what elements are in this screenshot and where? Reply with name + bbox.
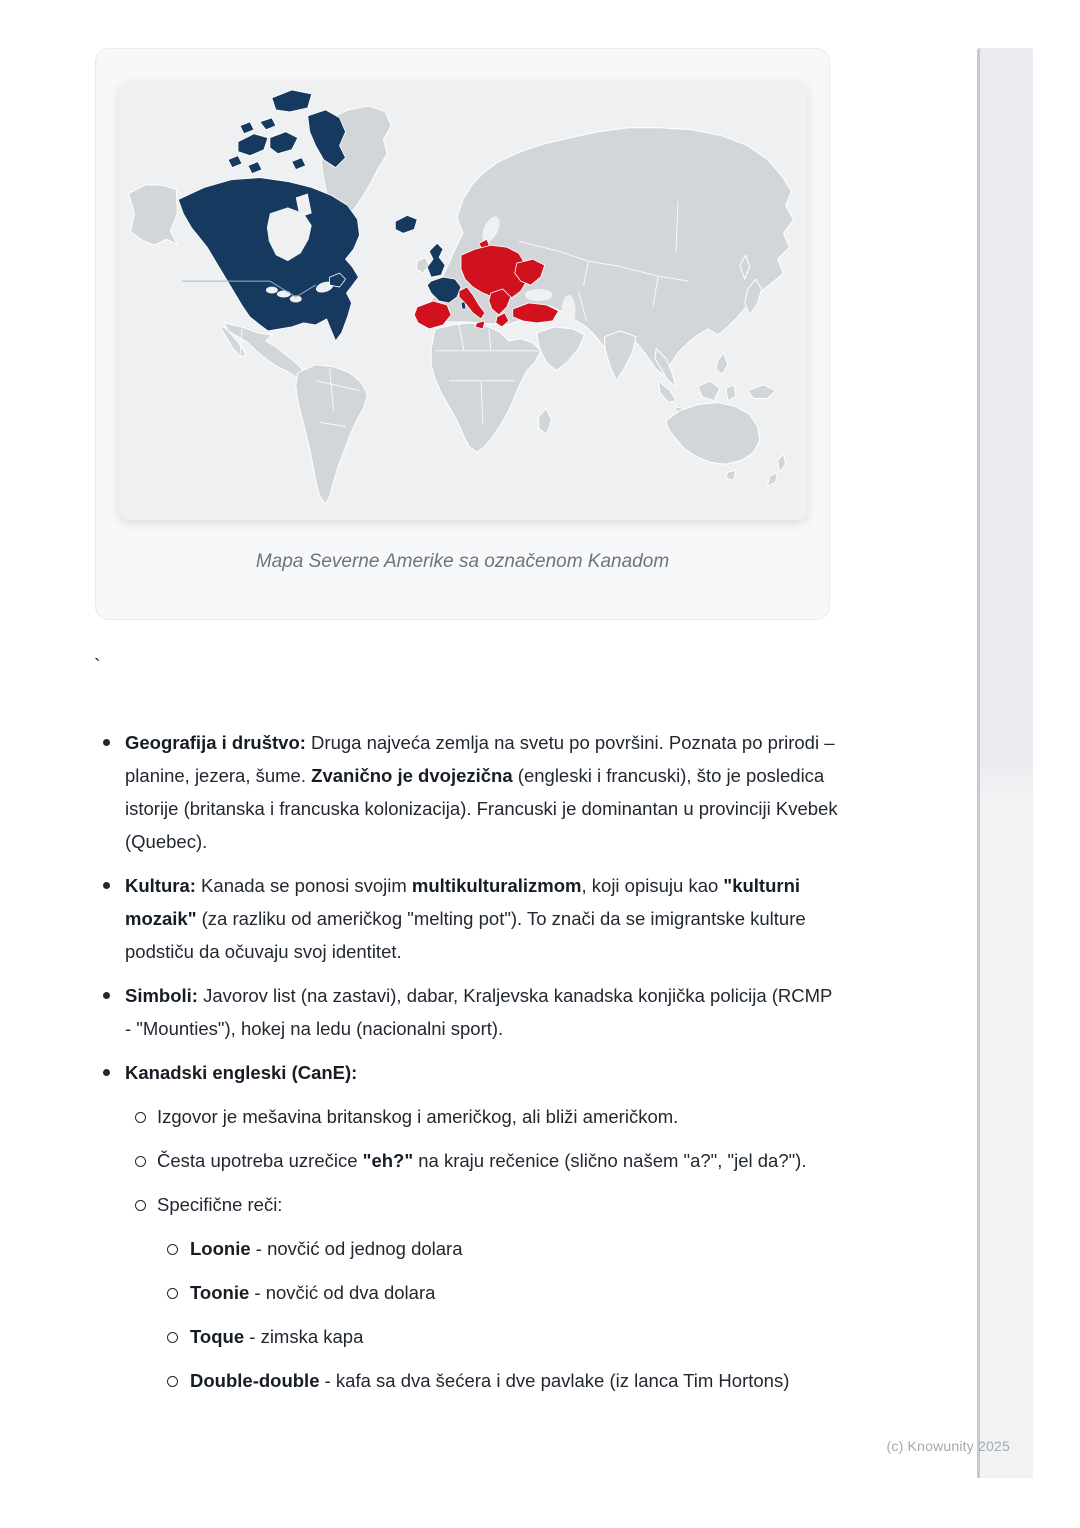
bullet-circle-icon bbox=[165, 1320, 190, 1353]
list-item bbox=[95, 726, 840, 858]
stray-backtick: ` bbox=[94, 656, 101, 678]
list-item bbox=[95, 1056, 840, 1089]
page-scrollbar[interactable] bbox=[977, 48, 1033, 1478]
bullet-circle-icon bbox=[133, 1100, 157, 1133]
bullet-disc-icon bbox=[101, 869, 125, 968]
bullet-disc-icon bbox=[101, 1056, 125, 1089]
bullet-circle-icon bbox=[133, 1144, 157, 1177]
bullet-circle-icon bbox=[165, 1364, 190, 1397]
bullet-circle-icon bbox=[133, 1188, 157, 1221]
list-item-text: Loonie - novčić od jednog dolara bbox=[190, 1238, 463, 1259]
list-item bbox=[95, 979, 840, 1045]
bullet-list bbox=[95, 726, 840, 1408]
list-item-text: Toque - zimska kapa bbox=[190, 1326, 364, 1347]
bullet-disc-icon bbox=[101, 726, 125, 858]
list-item-text: Kultura: Kanada se ponosi svojim multikulturalizmom, koji opisuju kao "kulturni mozaik" (za razliku od američkog "melting pot"). To znači da se imigrantske kulture podstiču da očuvaju svoj identitet. bbox=[125, 875, 806, 962]
bullet-disc-icon bbox=[101, 979, 125, 1045]
list-item bbox=[95, 1232, 840, 1265]
watermark-text: (c) Knowunity 2025 bbox=[886, 1438, 1010, 1454]
list-item-text: Geografija i društvo: Druga najveća zemlja na svetu po površini. Poznata po prirodi – planine, jezera, šume. Zvanično je dvojezična (engleski i francuski), što je posledica istorije (britanska i francuska kolonizacija). Francuski je dominantan u provinciji Kvebek (Quebec). bbox=[125, 732, 838, 852]
bullet-circle-icon bbox=[165, 1232, 190, 1265]
list-item bbox=[95, 1100, 840, 1133]
world-map-image bbox=[119, 82, 807, 520]
list-item-text: Izgovor je mešavina britanskog i američkog, ali bliži američkom. bbox=[157, 1106, 679, 1127]
list-item bbox=[95, 1364, 840, 1397]
list-item-text: Double-double - kafa sa dva šećera i dve pavlake (iz lanca Tim Hortons) bbox=[190, 1370, 790, 1391]
list-item bbox=[95, 869, 840, 968]
figure-caption: Mapa Severne Amerike sa označenom Kanadom bbox=[255, 551, 670, 572]
list-item-text: Specifične reči: bbox=[157, 1194, 283, 1215]
list-item-text: Kanadski engleski (CanE): bbox=[125, 1062, 358, 1083]
list-item bbox=[95, 1276, 840, 1309]
list-item-text: Toonie - novčić od dva dolara bbox=[190, 1282, 436, 1303]
list-item bbox=[95, 1144, 840, 1177]
list-item bbox=[95, 1320, 840, 1353]
world-map-svg bbox=[119, 82, 807, 520]
bullet-circle-icon bbox=[165, 1276, 190, 1309]
figure-card bbox=[95, 48, 830, 620]
list-item-text: Simboli: Javorov list (na zastavi), dabar, Kraljevska kanadska konjička policija (RCMP - "Mounties"), hokej na ledu (nacionalni sport). bbox=[125, 985, 833, 1039]
list-item-text: Česta upotreba uzrečice "eh?" na kraju rečenice (slično našem "a?", "jel da?"). bbox=[157, 1150, 807, 1171]
list-item bbox=[95, 1188, 840, 1221]
